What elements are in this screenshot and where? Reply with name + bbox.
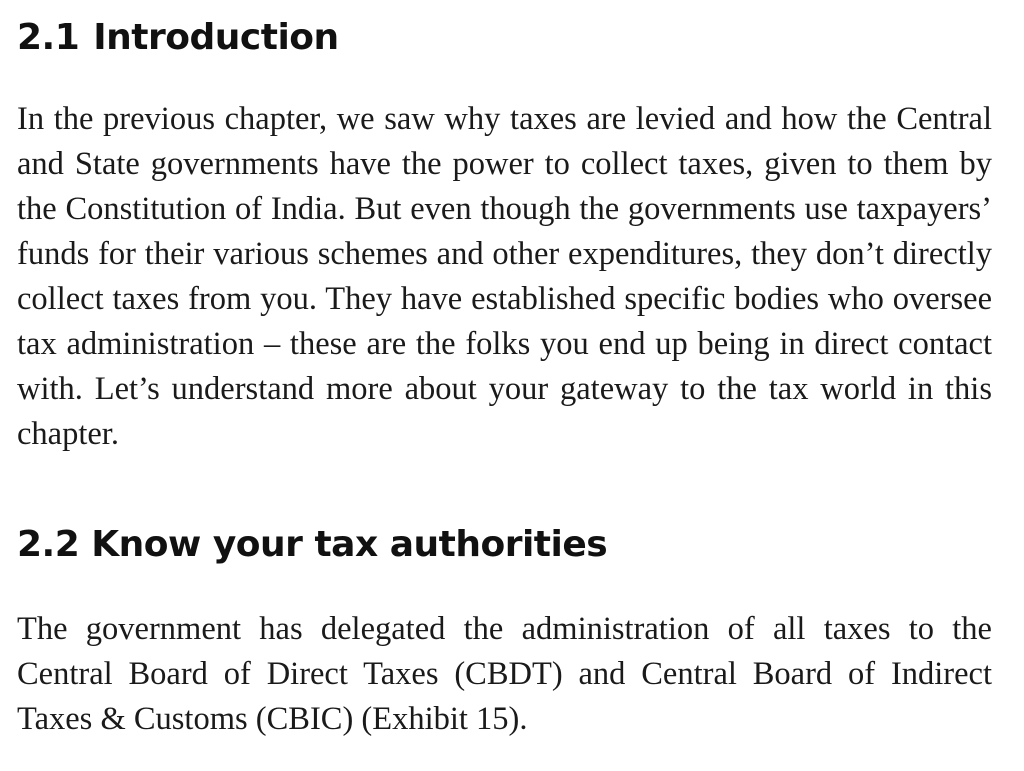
section-title: Know your tax authorities	[91, 524, 608, 565]
section-title: Introduction	[93, 17, 339, 58]
tax-authorities-paragraph: The government has delegated the administration of all taxes to the Central Board of Direct Taxes (CBDT) and Central Board of Indirect Taxes & Customs (CBIC) (Exhibit 15).	[17, 611, 992, 737]
section-number: 2.1	[17, 17, 80, 58]
section-heading-tax-authorities	[17, 523, 607, 567]
section-heading-introduction	[17, 16, 339, 60]
introduction-paragraph: In the previous chapter, we saw why taxes are levied and how the Central and State governments have the power to collect taxes, given to them by the Constitution of India. But even though the governments use taxpayers’ funds for their various schemes and other expenditures, they don’t directly collect taxes from you. They have established specific bodies who oversee tax administration – these are the folks you end up being in direct contact with. Let’s understand more about your gateway to the tax world in this chapter.	[17, 101, 992, 452]
section-number: 2.2	[17, 524, 80, 565]
